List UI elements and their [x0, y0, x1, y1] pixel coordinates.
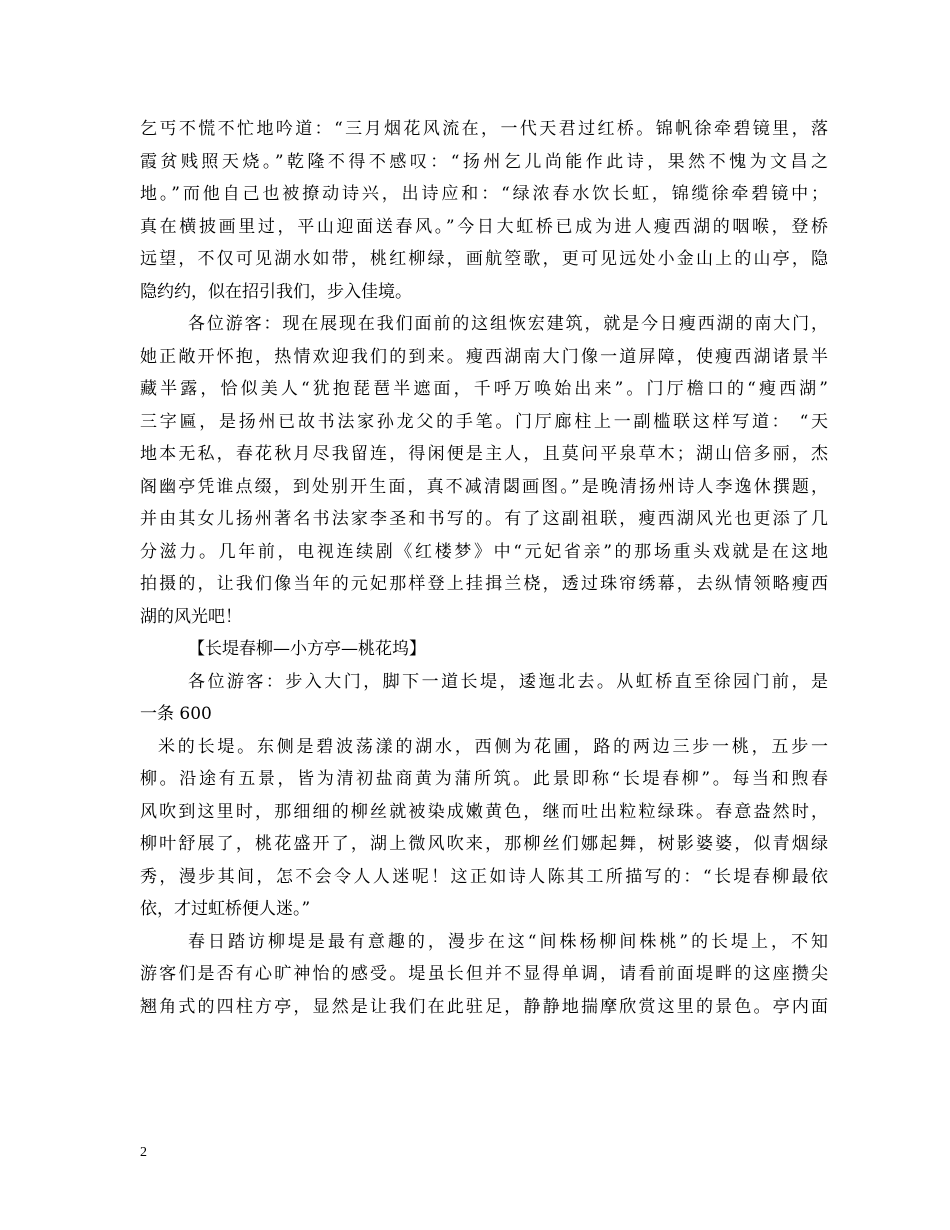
text-line: 她正敞开怀抱，热情欢迎我们的到来。瘦西湖南大门像一道屏障，使瘦西湖诸景半 [140, 346, 828, 367]
text-line: 一条 600 [140, 704, 212, 724]
text-line: 翘角式的四柱方亭，显然是让我们在此驻足，静静地揣摩欣赏这里的景色。亭内面 [140, 996, 828, 1017]
text-line: 各位游客：现在展现在我们面前的这组恢宏建筑，就是今日瘦西湖的南大门， [188, 314, 828, 334]
text-line: 柳叶舒展了，桃花盛开了，湖上微风吹来，那柳丝们娜起舞，树影婆婆，似青烟绿 [140, 834, 828, 854]
body-text [140, 113, 828, 1023]
text-line: 霞贫贱照天烧。”乾隆不得不感叹：“扬州乞儿尚能作此诗，果然不愧为文昌之 [140, 151, 828, 172]
text-line: 地。”而他自己也被撩动诗兴，出诗应和：“绿浓春水饮长虹，锦缆徐牵碧镜中； [140, 184, 828, 204]
text-line: 拍摄的，让我们像当年的元妃那样登上挂揖兰桡，透过珠帘绣幕，去纵情领略瘦西 [140, 574, 828, 594]
text-line: 秀，漫步其间，怎不会令人人迷呢！这正如诗人陈其工所描写的：“长堤春柳最依 [140, 866, 828, 887]
text-line: 湖的风光吧！ [140, 606, 242, 627]
text-line: 柳。沿途有五景，皆为清初盐商黄为蒲所筑。此景即称“长堤春柳”。每当和煦春 [140, 769, 828, 789]
text-line: 藏半露，恰似美人“犹抱琵琶半遮面，千呼万唤始出来”。门厅檐口的“瘦西湖” [140, 379, 828, 399]
page-number: 2 [140, 1145, 147, 1160]
text-line: 远望，不仅可见湖水如带，桃红柳绿，画航箜歌，更可见远处小金山上的山亭，隐 [140, 249, 828, 269]
text-line: 并由其女儿扬州著名书法家李圣和书写的。有了这副祖联，瘦西湖风光也更添了几 [140, 509, 828, 529]
text-line: 隐约约，似在招引我们，步入佳境。 [140, 281, 412, 302]
text-line: 各位游客：步入大门，脚下一道长堤，逶迤北去。从虹桥直至徐园门前，是 [188, 671, 828, 692]
text-line: 地本无私，春花秋月尽我留连，得闲便是主人，且莫问平泉草木；湖山倍多丽，杰 [140, 444, 828, 464]
text-line: 真在横披画里过，平山迎面送春风。”今日大虹桥已成为进人瘦西湖的咽喉，登桥 [140, 216, 828, 237]
text-line: 乞丐不慌不忙地吟道：“三月烟花风流在，一代天君过红桥。锦帆徐牵碧镜里，落 [140, 119, 828, 139]
text-line: 三字匾，是扬州已故书法家孙龙父的手笔。门厅廊柱上一副槛联这样写道： “天 [140, 411, 828, 432]
text-line: 风吹到这里时，那细细的柳丝就被染成嫩黄色，继而吐出粒粒绿珠。春意盎然时， [140, 801, 828, 822]
text-line: 米的长堤。东侧是碧波荡漾的湖水，西侧为花圃，路的两边三步一桃，五步一 [158, 736, 828, 757]
text-line: 依，才过虹桥便人迷。” [140, 899, 311, 919]
text-line: 阁幽亭凭谁点缀，到处别开生面，真不减清閟画图。”是晚清扬州诗人李逸休撰题， [140, 476, 828, 497]
text-line: 【长堤春柳—小方亭—桃花坞】 [188, 639, 426, 659]
text-line: 分滋力。几年前，电视连续剧《红楼梦》中“元妃省亲”的那场重头戏就是在这地 [140, 541, 828, 562]
text-line: 春日踏访柳堤是最有意趣的，漫步在这“间株杨柳间株桃”的长堤上，不知 [188, 931, 828, 952]
text-line: 游客们是否有心旷神怡的感受。堤虽长但并不显得单调，请看前面堤畔的这座攒尖 [140, 964, 828, 984]
